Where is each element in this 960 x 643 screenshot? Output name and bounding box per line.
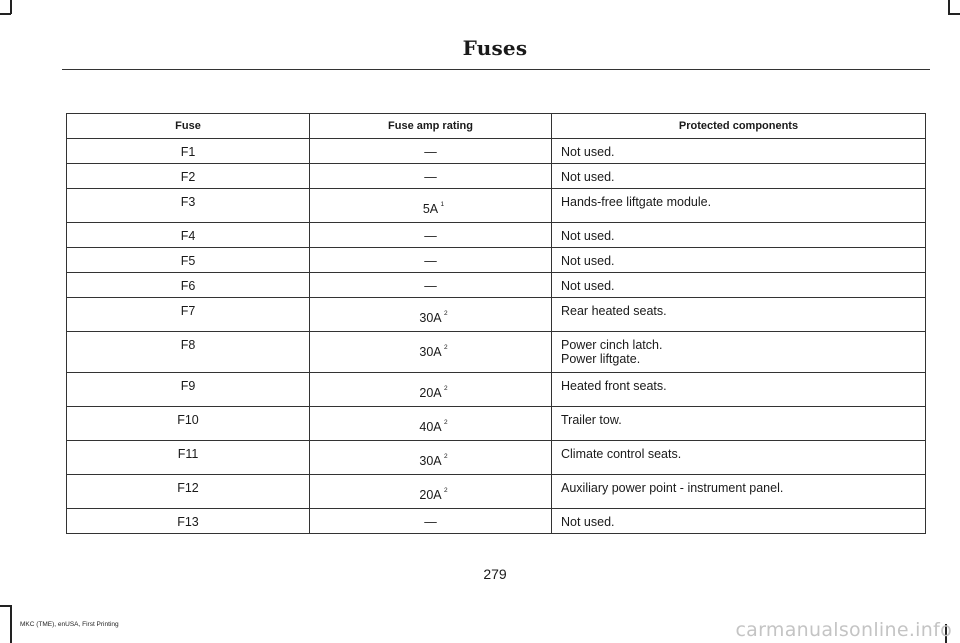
protected-components-cell	[552, 223, 926, 248]
footnote-marker: 2	[444, 310, 448, 317]
amp-rating-cell	[310, 373, 552, 407]
footnote-marker: 2	[444, 419, 448, 426]
fuse-table	[66, 113, 926, 534]
table-header-row	[67, 114, 926, 139]
fuse-id-cell	[67, 164, 310, 189]
protected-components-cell	[552, 248, 926, 273]
page-title: Fuses	[462, 36, 528, 60]
footnote-marker: 2	[444, 453, 448, 460]
protected-component: Power liftgate.	[561, 352, 641, 366]
protected-components-cell	[552, 373, 926, 407]
fuse-id-cell	[67, 273, 310, 298]
amp-rating-cell	[310, 139, 552, 164]
protected-components-cell	[552, 189, 926, 223]
amp-rating-cell	[310, 189, 552, 223]
protected-components-cell	[552, 298, 926, 332]
protected-components-cell	[552, 139, 926, 164]
amp-rating: —	[424, 254, 437, 268]
fuse-id: F11	[177, 447, 199, 461]
fuse-id: F7	[180, 304, 196, 318]
crop-mark-top-left-v	[10, 0, 12, 14]
table-row	[67, 189, 926, 223]
footnote-marker: 2	[444, 385, 448, 392]
table-row	[67, 273, 926, 298]
table-body	[67, 139, 926, 534]
amp-rating-cell	[310, 407, 552, 441]
protected-component: Heated front seats.	[561, 379, 667, 393]
amp-rating-cell	[310, 273, 552, 298]
amp-rating: —	[424, 229, 437, 243]
fuse-id: F8	[180, 338, 196, 352]
table-row	[67, 441, 926, 475]
amp-rating-cell	[310, 475, 552, 509]
amp-rating: 30A	[419, 311, 442, 325]
protected-component: Not used.	[561, 515, 615, 529]
amp-rating: 30A	[419, 454, 442, 468]
fuse-id-cell	[67, 373, 310, 407]
table-row	[67, 509, 926, 534]
amp-rating-cell	[310, 248, 552, 273]
footer-printing-info: MKC (TME), enUSA, First Printing	[20, 621, 119, 628]
fuse-id-cell	[67, 332, 310, 373]
footnote-marker: 2	[444, 344, 448, 351]
protected-component: Not used.	[561, 145, 615, 159]
amp-rating-cell	[310, 441, 552, 475]
watermark: carmanualsonline.info	[735, 619, 952, 641]
amp-rating-cell	[310, 298, 552, 332]
protected-component: Not used.	[561, 170, 615, 184]
footnote-marker: 2	[444, 487, 448, 494]
fuse-id: F5	[180, 254, 196, 268]
fuse-id-cell	[67, 189, 310, 223]
amp-rating: —	[424, 279, 437, 293]
crop-mark-bottom-left-v	[10, 605, 12, 643]
table-row	[67, 332, 926, 373]
fuse-id: F12	[177, 481, 199, 495]
protected-components-cell	[552, 407, 926, 441]
fuse-id: F4	[180, 229, 196, 243]
footnote-marker: 1	[440, 201, 445, 208]
crop-mark-top-right-h	[948, 13, 960, 15]
protected-components-cell	[552, 441, 926, 475]
column-header-amp-rating: Fuse amp rating	[310, 114, 552, 139]
table-row	[67, 164, 926, 189]
protected-components-cell	[552, 475, 926, 509]
fuse-id-cell	[67, 509, 310, 534]
protected-components-cell	[552, 332, 926, 373]
amp-rating-cell	[310, 509, 552, 534]
fuse-id: F9	[180, 379, 196, 393]
amp-rating: 30A	[419, 345, 442, 359]
fuse-id: F2	[180, 170, 196, 184]
amp-rating-cell	[310, 223, 552, 248]
column-header-protected-components: Protected components	[552, 114, 926, 139]
fuse-id-cell	[67, 248, 310, 273]
protected-component: Trailer tow.	[561, 413, 622, 427]
crop-mark-bottom-left-h	[0, 605, 11, 607]
protected-components-cell	[552, 273, 926, 298]
column-header-fuse: Fuse	[67, 114, 310, 139]
crop-mark-top-right-v	[948, 0, 950, 14]
fuse-id-cell	[67, 475, 310, 509]
protected-component: Not used.	[561, 254, 615, 268]
fuse-id-cell	[67, 298, 310, 332]
amp-rating: —	[424, 145, 437, 159]
crop-mark-top-left-h	[0, 13, 11, 15]
table-row	[67, 475, 926, 509]
protected-component: Hands-free liftgate module.	[561, 195, 712, 209]
protected-components-cell	[552, 164, 926, 189]
table-row	[67, 139, 926, 164]
amp-rating: 20A	[419, 386, 442, 400]
table-row	[67, 223, 926, 248]
table-row	[67, 248, 926, 273]
protected-component: Power cinch latch.	[561, 338, 663, 352]
amp-rating: 40A	[419, 420, 442, 434]
protected-component: Rear heated seats.	[561, 304, 667, 318]
fuse-id: F6	[180, 279, 196, 293]
table-row	[67, 298, 926, 332]
title-divider	[62, 69, 930, 70]
amp-rating-cell	[310, 332, 552, 373]
protected-components-cell	[552, 509, 926, 534]
protected-component: Climate control seats.	[561, 447, 682, 461]
amp-rating: 5A	[422, 202, 439, 216]
fuse-id: F13	[177, 515, 199, 529]
fuse-id-cell	[67, 139, 310, 164]
fuse-id: F1	[180, 145, 196, 159]
amp-rating-cell	[310, 164, 552, 189]
fuse-id-cell	[67, 223, 310, 248]
amp-rating: —	[424, 170, 437, 184]
protected-component: Not used.	[561, 279, 615, 293]
page-number: 279	[483, 566, 507, 582]
fuse-id: F3	[180, 195, 196, 209]
protected-component: Not used.	[561, 229, 615, 243]
fuse-id: F10	[177, 413, 199, 427]
protected-component: Auxiliary power point - instrument panel.	[561, 481, 784, 495]
table-row	[67, 373, 926, 407]
fuse-id-cell	[67, 407, 310, 441]
table-row	[67, 407, 926, 441]
fuse-id-cell	[67, 441, 310, 475]
amp-rating: 20A	[419, 488, 442, 502]
amp-rating: —	[424, 515, 437, 529]
